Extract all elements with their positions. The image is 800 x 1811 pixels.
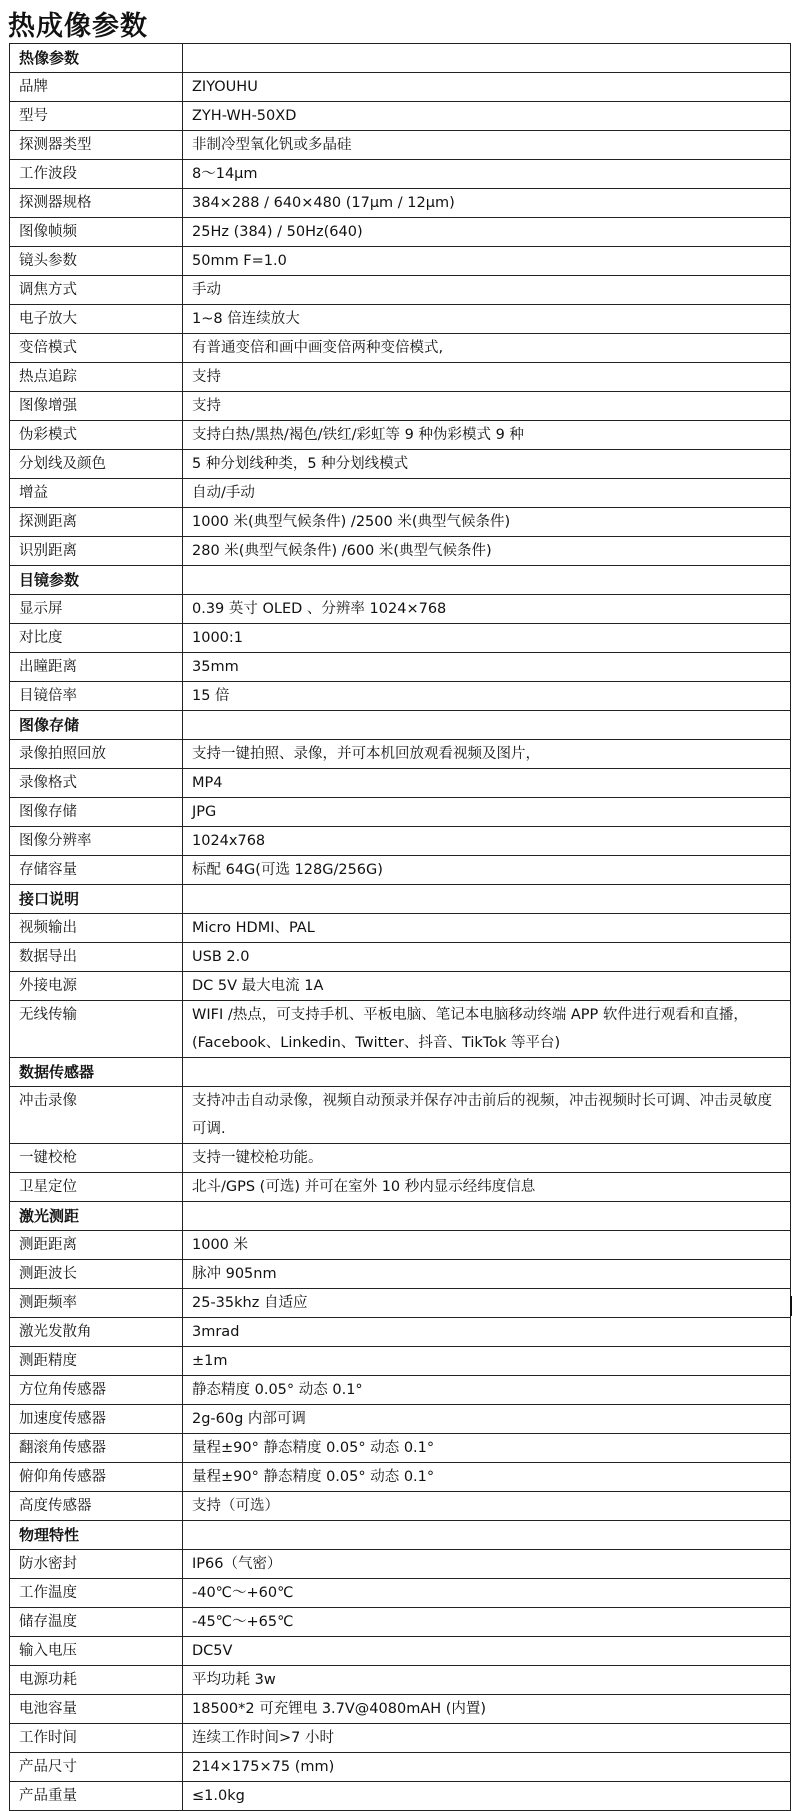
spec-value <box>183 44 791 73</box>
section-title: 物理特性 <box>10 1521 183 1550</box>
spec-label: 激光发散角 <box>10 1318 183 1347</box>
section-title: 接口说明 <box>10 885 183 914</box>
table-row <box>10 1550 791 1579</box>
table-row <box>10 798 791 827</box>
spec-label: 目镜倍率 <box>10 682 183 711</box>
table-row <box>10 769 791 798</box>
spec-label: 一键校枪 <box>10 1144 183 1173</box>
edge-mark <box>790 1296 792 1316</box>
spec-value: ≤1.0kg <box>183 1782 791 1811</box>
table-row <box>10 595 791 624</box>
spec-label: 录像格式 <box>10 769 183 798</box>
section-title: 目镜参数 <box>10 566 183 595</box>
spec-value: 0.39 英寸 OLED 、分辨率 1024×768 <box>183 595 791 624</box>
spec-value: 8～14μm <box>183 160 791 189</box>
table-row <box>10 421 791 450</box>
spec-value: 平均功耗 3w <box>183 1666 791 1695</box>
spec-value: 支持（可选） <box>183 1492 791 1521</box>
table-row <box>10 363 791 392</box>
page-title: 热成像参数 <box>8 11 148 42</box>
spec-value: 2g-60g 内部可调 <box>183 1405 791 1434</box>
spec-label: 探测器规格 <box>10 189 183 218</box>
table-row <box>10 1001 791 1058</box>
spec-value: 280 米(典型气候条件) /600 米(典型气候条件) <box>183 537 791 566</box>
spec-value: 214×175×75 (mm) <box>183 1753 791 1782</box>
table-row <box>10 1666 791 1695</box>
table-row <box>10 73 791 102</box>
spec-value: 支持白热/黑热/褐色/铁红/彩虹等 9 种伪彩模式 9 种 <box>183 421 791 450</box>
spec-label: 输入电压 <box>10 1637 183 1666</box>
spec-value: 50mm F=1.0 <box>183 247 791 276</box>
table-row <box>10 653 791 682</box>
spec-value <box>183 711 791 740</box>
spec-label: 调焦方式 <box>10 276 183 305</box>
spec-value: 1000:1 <box>183 624 791 653</box>
table-row <box>10 247 791 276</box>
spec-value: 1000 米(典型气候条件) /2500 米(典型气候条件) <box>183 508 791 537</box>
table-row <box>10 827 791 856</box>
table-row <box>10 1173 791 1202</box>
spec-value: 量程±90° 静态精度 0.05° 动态 0.1° <box>183 1463 791 1492</box>
table-row <box>10 1753 791 1782</box>
spec-label: 卫星定位 <box>10 1173 183 1202</box>
spec-value: -45℃～+65℃ <box>183 1608 791 1637</box>
spec-label: 镜头参数 <box>10 247 183 276</box>
spec-value: 自动/手动 <box>183 479 791 508</box>
table-row <box>10 1637 791 1666</box>
spec-value: 25Hz (384) / 50Hz(640) <box>183 218 791 247</box>
spec-label: 冲击录像 <box>10 1087 183 1144</box>
table-row <box>10 624 791 653</box>
spec-label: 品牌 <box>10 73 183 102</box>
table-row <box>10 1434 791 1463</box>
spec-label: 热点追踪 <box>10 363 183 392</box>
spec-value <box>183 1521 791 1550</box>
table-row <box>10 1289 791 1318</box>
table-row <box>10 218 791 247</box>
spec-value: 支持 <box>183 363 791 392</box>
spec-label: 电池容量 <box>10 1695 183 1724</box>
spec-value: WIFI /热点，可支持手机、平板电脑、笔记本电脑移动终端 APP 软件进行观看和直播，(Facebook、Linkedin、Twitter、抖音、TikTok 等平台) <box>183 1001 791 1058</box>
table-row <box>10 305 791 334</box>
spec-label: 探测器类型 <box>10 131 183 160</box>
spec-value: ±1m <box>183 1347 791 1376</box>
spec-label: 存储容量 <box>10 856 183 885</box>
spec-value: 35mm <box>183 653 791 682</box>
spec-value: 支持一键拍照、录像，并可本机回放观看视频及图片， <box>183 740 791 769</box>
section-header-row <box>10 44 791 73</box>
spec-value: JPG <box>183 798 791 827</box>
spec-value: 脉冲 905nm <box>183 1260 791 1289</box>
table-row <box>10 1608 791 1637</box>
spec-label: 测距频率 <box>10 1289 183 1318</box>
table-row <box>10 943 791 972</box>
table-row <box>10 1463 791 1492</box>
spec-value: DC 5V 最大电流 1A <box>183 972 791 1001</box>
spec-label: 电源功耗 <box>10 1666 183 1695</box>
spec-value: 1000 米 <box>183 1231 791 1260</box>
spec-value: 18500*2 可充锂电 3.7V@4080mAH (内置) <box>183 1695 791 1724</box>
spec-value: MP4 <box>183 769 791 798</box>
spec-label: 方位角传感器 <box>10 1376 183 1405</box>
spec-label: 工作温度 <box>10 1579 183 1608</box>
spec-label: 测距精度 <box>10 1347 183 1376</box>
table-row <box>10 1405 791 1434</box>
spec-value: 非制冷型氧化钒或多晶硅 <box>183 131 791 160</box>
spec-value: 支持一键校枪功能。 <box>183 1144 791 1173</box>
spec-label: 伪彩模式 <box>10 421 183 450</box>
spec-value: IP66（气密） <box>183 1550 791 1579</box>
spec-label: 工作波段 <box>10 160 183 189</box>
spec-value: 支持 <box>183 392 791 421</box>
spec-value: 3mrad <box>183 1318 791 1347</box>
spec-label: 视频输出 <box>10 914 183 943</box>
spec-label: 测距波长 <box>10 1260 183 1289</box>
spec-label: 加速度传感器 <box>10 1405 183 1434</box>
spec-table <box>9 43 791 1811</box>
table-row <box>10 1695 791 1724</box>
spec-value: USB 2.0 <box>183 943 791 972</box>
spec-label: 储存温度 <box>10 1608 183 1637</box>
spec-value: 15 倍 <box>183 682 791 711</box>
table-row <box>10 682 791 711</box>
spec-value: ZYH-WH-50XD <box>183 102 791 131</box>
spec-value: Micro HDMI、PAL <box>183 914 791 943</box>
spec-label: 防水密封 <box>10 1550 183 1579</box>
table-row <box>10 1347 791 1376</box>
spec-value <box>183 566 791 595</box>
table-row <box>10 537 791 566</box>
table-row <box>10 1260 791 1289</box>
table-row <box>10 276 791 305</box>
spec-label: 图像帧频 <box>10 218 183 247</box>
table-row <box>10 189 791 218</box>
spec-label: 无线传输 <box>10 1001 183 1058</box>
table-row <box>10 1579 791 1608</box>
section-title: 数据传感器 <box>10 1058 183 1087</box>
spec-value: 1~8 倍连续放大 <box>183 305 791 334</box>
spec-value: 1024x768 <box>183 827 791 856</box>
table-row <box>10 1087 791 1144</box>
spec-label: 俯仰角传感器 <box>10 1463 183 1492</box>
section-title: 热像参数 <box>10 44 183 73</box>
spec-value <box>183 885 791 914</box>
table-row <box>10 508 791 537</box>
spec-label: 变倍模式 <box>10 334 183 363</box>
spec-value: 支持冲击自动录像，视频自动预录并保存冲击前后的视频，冲击视频时长可调、冲击灵敏度可调. <box>183 1087 791 1144</box>
table-row <box>10 1376 791 1405</box>
spec-label: 图像分辨率 <box>10 827 183 856</box>
table-row <box>10 914 791 943</box>
section-header-row <box>10 1202 791 1231</box>
spec-value: 量程±90° 静态精度 0.05° 动态 0.1° <box>183 1434 791 1463</box>
table-row <box>10 160 791 189</box>
table-row <box>10 334 791 363</box>
spec-value: 静态精度 0.05° 动态 0.1° <box>183 1376 791 1405</box>
table-row <box>10 1318 791 1347</box>
table-row <box>10 972 791 1001</box>
spec-label: 探测距离 <box>10 508 183 537</box>
table-row <box>10 1231 791 1260</box>
spec-value: ZIYOUHU <box>183 73 791 102</box>
spec-label: 电子放大 <box>10 305 183 334</box>
table-row <box>10 1782 791 1811</box>
spec-label: 翻滚角传感器 <box>10 1434 183 1463</box>
spec-label: 图像存储 <box>10 798 183 827</box>
table-row <box>10 479 791 508</box>
spec-label: 外接电源 <box>10 972 183 1001</box>
table-row <box>10 856 791 885</box>
spec-value: 标配 64G(可选 128G/256G) <box>183 856 791 885</box>
spec-value: 北斗/GPS (可选) 并可在室外 10 秒内显示经纬度信息 <box>183 1173 791 1202</box>
spec-value <box>183 1058 791 1087</box>
spec-value <box>183 1202 791 1231</box>
spec-label: 分划线及颜色 <box>10 450 183 479</box>
spec-value: 5 种分划线种类，5 种分划线模式 <box>183 450 791 479</box>
section-title: 图像存储 <box>10 711 183 740</box>
spec-label: 图像增强 <box>10 392 183 421</box>
section-header-row <box>10 885 791 914</box>
spec-value: -40℃～+60℃ <box>183 1579 791 1608</box>
spec-label: 增益 <box>10 479 183 508</box>
spec-label: 产品尺寸 <box>10 1753 183 1782</box>
spec-label: 高度传感器 <box>10 1492 183 1521</box>
section-header-row <box>10 566 791 595</box>
spec-value: DC5V <box>183 1637 791 1666</box>
spec-label: 工作时间 <box>10 1724 183 1753</box>
table-row <box>10 1724 791 1753</box>
section-title: 激光测距 <box>10 1202 183 1231</box>
spec-value: 有普通变倍和画中画变倍两种变倍模式, <box>183 334 791 363</box>
spec-label: 数据导出 <box>10 943 183 972</box>
table-row <box>10 1492 791 1521</box>
table-row <box>10 102 791 131</box>
section-header-row <box>10 1058 791 1087</box>
spec-value: 手动 <box>183 276 791 305</box>
spec-label: 出瞳距离 <box>10 653 183 682</box>
table-row <box>10 450 791 479</box>
table-row <box>10 740 791 769</box>
table-row <box>10 392 791 421</box>
spec-label: 产品重量 <box>10 1782 183 1811</box>
spec-value: 384×288 / 640×480 (17μm / 12μm) <box>183 189 791 218</box>
spec-label: 录像拍照回放 <box>10 740 183 769</box>
spec-value: 连续工作时间>7 小时 <box>183 1724 791 1753</box>
spec-label: 显示屏 <box>10 595 183 624</box>
section-header-row <box>10 711 791 740</box>
spec-value: 25-35khz 自适应 <box>183 1289 791 1318</box>
table-row <box>10 131 791 160</box>
section-header-row <box>10 1521 791 1550</box>
spec-label: 对比度 <box>10 624 183 653</box>
table-row <box>10 1144 791 1173</box>
spec-label: 型号 <box>10 102 183 131</box>
spec-label: 测距距离 <box>10 1231 183 1260</box>
spec-label: 识别距离 <box>10 537 183 566</box>
